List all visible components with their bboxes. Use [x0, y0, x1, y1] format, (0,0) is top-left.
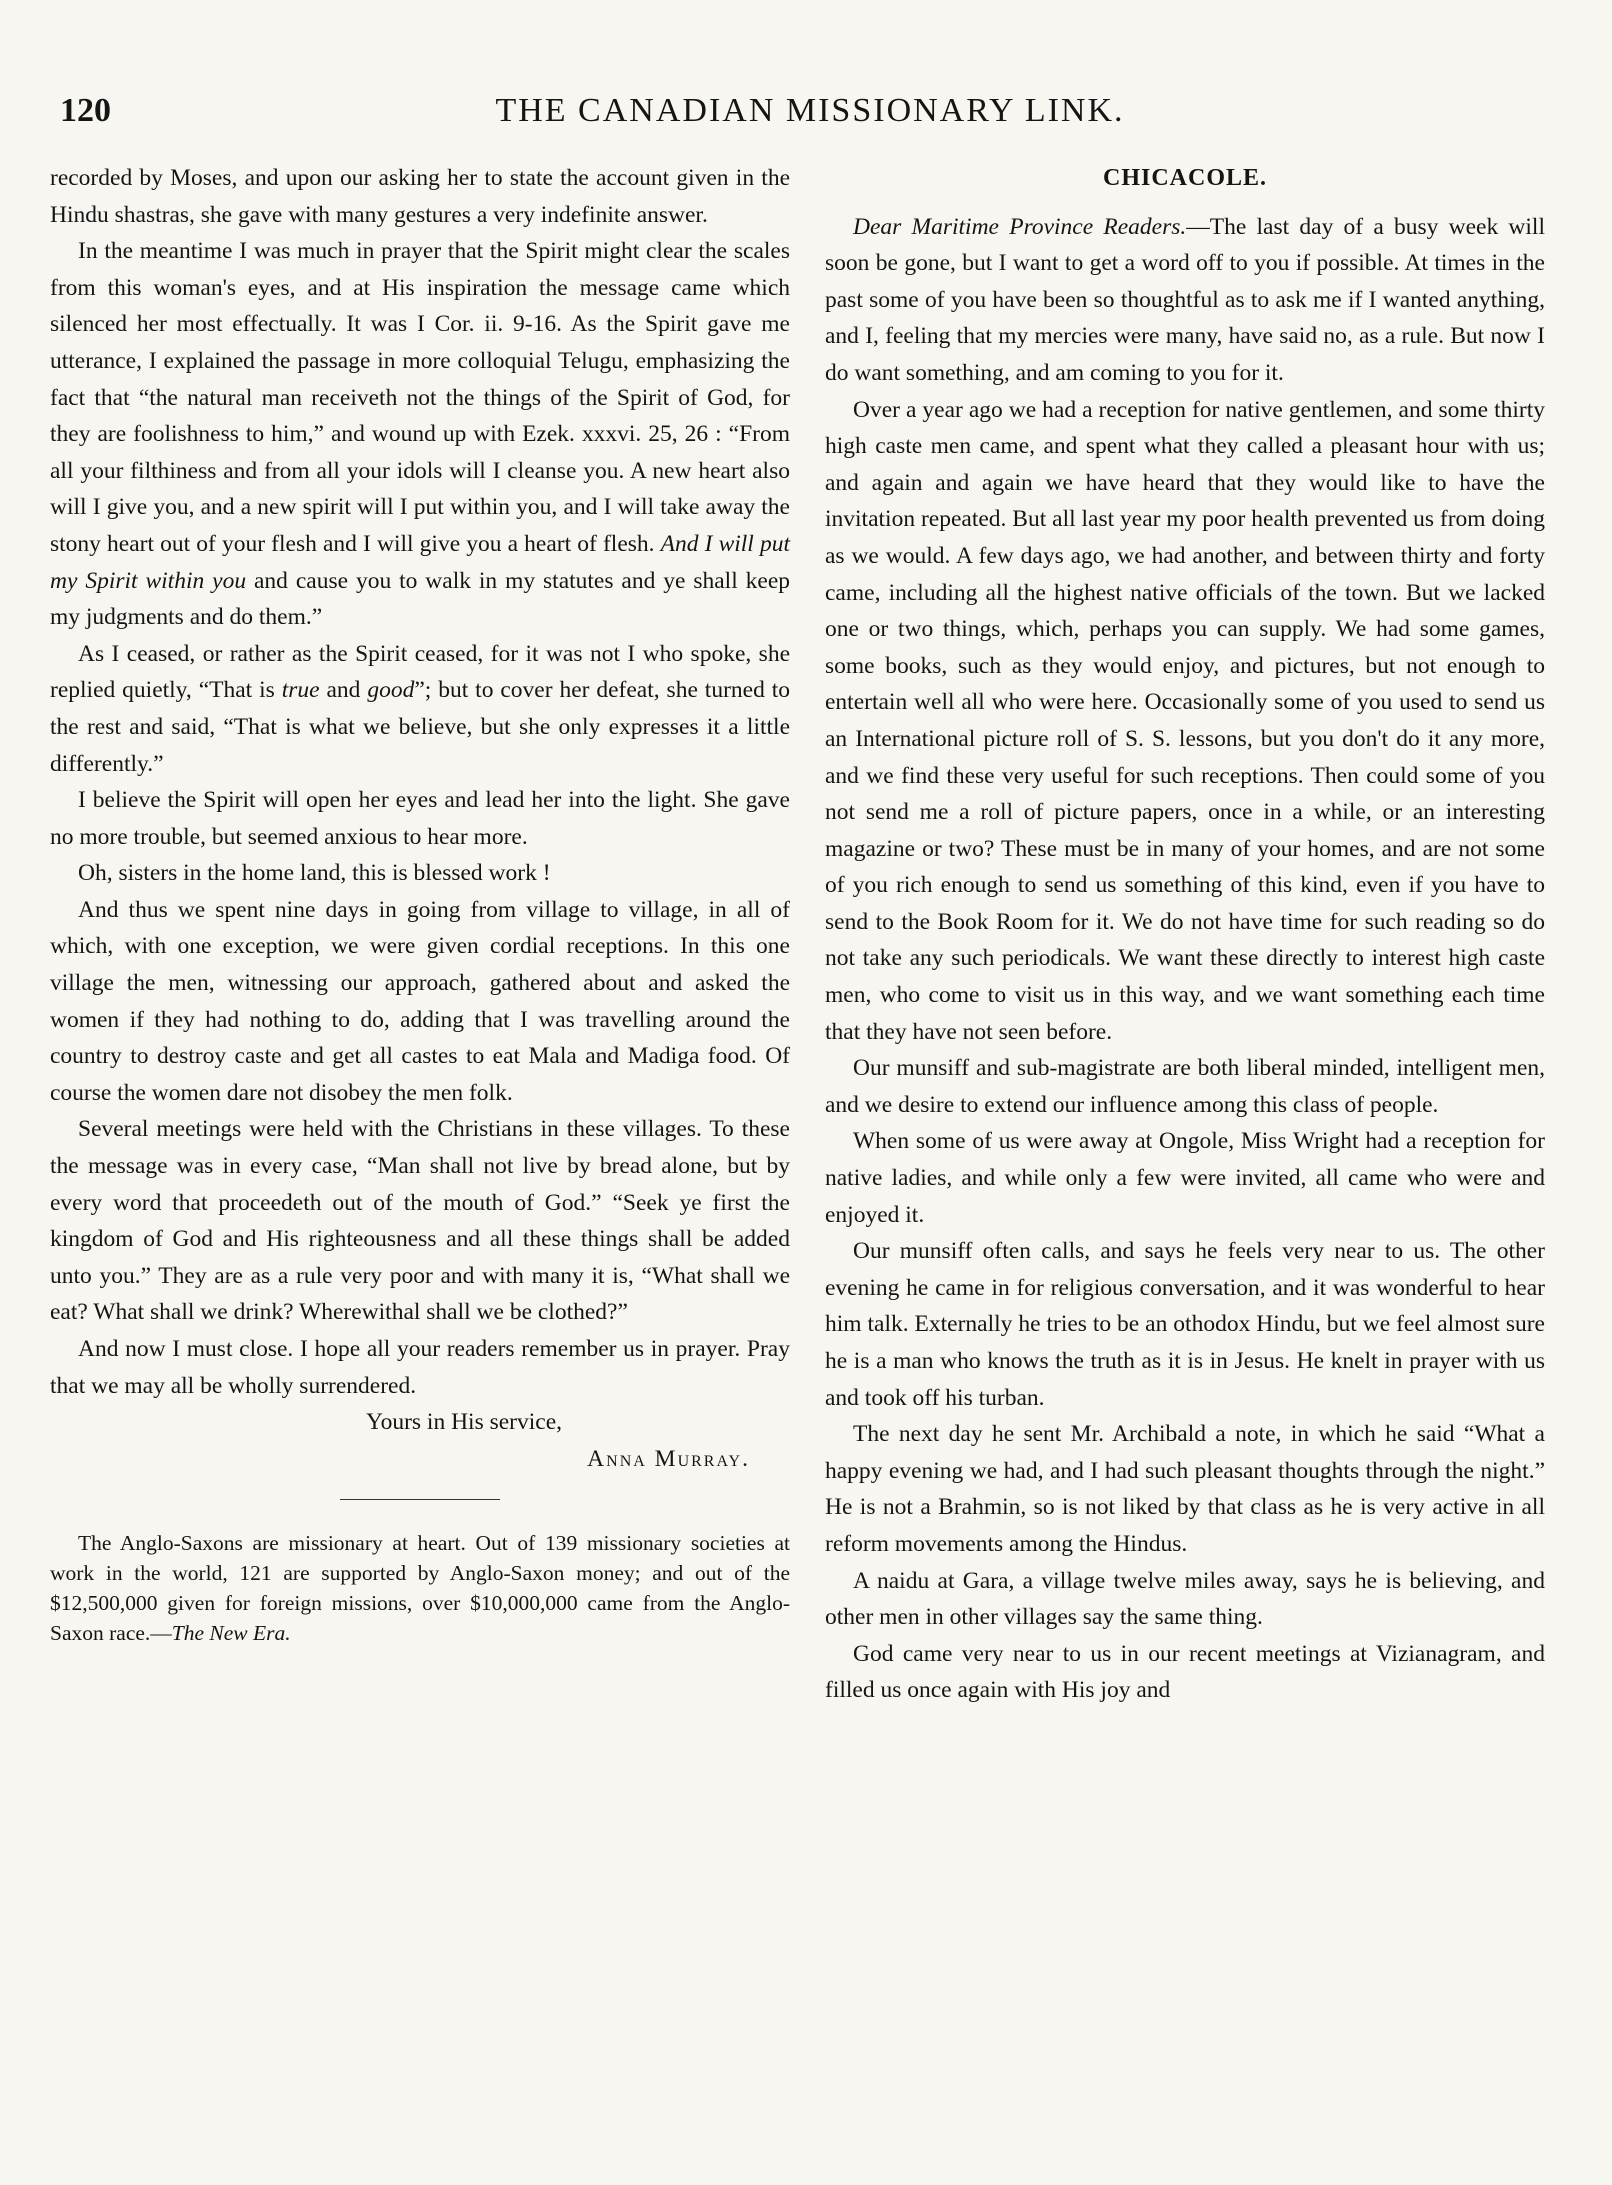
signature: Anna Murray.	[587, 1445, 750, 1472]
paragraph: Several meetings were held with the Christians in these villages. To these the message was in every case, “Man shall not live by bread alone, but by every word that proceedeth out of the mouth of God.” “Seek ye first the kingdom of God and His righteousness and all these things shall be added unto you.” They are as a rule very poor and with many it is, “What shall we eat? What shall we drink? Wherewithal shall we be clothed?”	[50, 1116, 790, 1326]
paragraph	[50, 636, 790, 782]
note-source: The New Era.	[171, 1621, 291, 1646]
italic-text: true	[281, 677, 320, 704]
paragraph: recorded by Moses, and upon our asking her to state the account given in the Hindu shastras, she gave with many gestures a very indefinite answer.	[50, 165, 790, 228]
paragraph-text: and	[326, 677, 361, 704]
paragraph: Our munsiff and sub-magistrate are both liberal minded, intelligent men, and we desire to extend our influence among this class of people.	[825, 1055, 1545, 1118]
note-text: The Anglo-Saxons are missionary at heart. Out of 139 missionary societies at work in the world, 121 are supported by Anglo-Saxon money; and out of the $12,500,000 given for foreign missions, over $10,000,000 came from the Anglo-Saxon race.—	[50, 1531, 790, 1646]
paragraph-text: In the meantime I was much in prayer that the Spirit might clear the scales from this woman's eyes, and at His inspiration the message came which silenced her most effectually. It was I Cor. ii. 9-16. As the Spirit gave me utterance, I explained the passage in more colloquial Telugu, emphasizing the fact that “the natural man receiveth not the things of the Spirit of God, for they are foolishness to him,” and wound up with Ezek. xxxvi. 25, 26 : “From all your filthiness and from all your idols will I cleanse you. A new heart also will I give you, and a new spirit will I put within you, and I will take away the stony heart out of your flesh and I will give you a heart of flesh.	[50, 238, 790, 557]
right-column	[825, 160, 1545, 2145]
section-heading: CHICACOLE.	[1102, 165, 1268, 191]
closing-phrase: Yours in His service,	[365, 1409, 563, 1436]
salutation: Dear Maritime Province Readers.	[853, 213, 1187, 240]
paragraph: Our munsiff often calls, and says he feels very near to us. The other evening he came in for religious conversation, and it was wonderful to hear him talk. Externally he tries to be an othodox Hindu, but we feel almost sure he is a man who knows the truth as it is in Jesus. He knelt in prayer with us and took off his turban.	[825, 1238, 1545, 1411]
paragraph-text: —The last day of a busy week will soon be gone, but I want to get a word off to you if possible. At times in the past some of you have been so thoughtful as to ask me if I wanted anything, and I, feeling that my mercies were many, have said no, as a rule. But now I do want something, and am coming to you for it.	[825, 213, 1545, 386]
italic-text: And I will put my Spirit within you	[50, 530, 790, 594]
paragraph	[50, 233, 790, 636]
page-number: 120	[60, 92, 111, 129]
paragraph: And now I must close. I hope all your readers remember us in prayer. Pray that we may all be wholly surrendered.	[50, 1336, 790, 1399]
italic-text: good	[367, 677, 415, 704]
paragraph: The next day he sent Mr. Archibald a note, in which he said “What a happy evening we had, and I had such pleasant thoughts through the night.” He is not a Brahmin, so is not liked by that class as he is very active in all reform movements among the Hindus.	[825, 1421, 1545, 1557]
left-column	[50, 160, 790, 2145]
note-paragraph	[50, 1528, 790, 1648]
paragraph: When some of us were away at Ongole, Miss Wright had a reception for native ladies, and while only a few were invited, all came who were and enjoyed it.	[825, 1128, 1545, 1228]
paragraph-text: and cause you to walk in my statutes and ye shall keep my judgments and do them.”	[50, 567, 791, 631]
paragraph-text: As I ceased, or rather as the Spirit ceased, for it was not I who spoke, she replied quietly, “That is	[50, 640, 790, 704]
page-header	[40, 92, 1580, 148]
paragraph: God came very near to us in our recent meetings at Vizianagram, and filled us once again with His joy and	[825, 1640, 1545, 1704]
paragraph-text: ”; but to cover her defeat, she turned to the rest and said, “That is what we believe, but she only expresses it a little differently.”	[50, 677, 791, 777]
paragraph: And thus we spent nine days in going from village to village, in all of which, with one exception, we were given cordial receptions. In this one village the men, witnessing our approach, gathered about and asked the women if they had nothing to do, adding that I was travelling around the country to destroy caste and get all castes to eat Mala and Madiga food. Of course the women dare not disobey the men folk.	[50, 896, 790, 1106]
divider-rule	[340, 1499, 500, 1500]
paragraph	[825, 209, 1545, 392]
paragraph: Over a year ago we had a reception for native gentlemen, and some thirty high caste men came, and spent what they called a pleasant hour with us; and again and again we have heard that they would like to have the invitation repeated. But all last year my poor health prevented us from doing as we would. A few days ago, we had another, and between thirty and forty came, including all the highest native officials of the town. But we lacked one or two things, which, perhaps you can supply. We had some games, some books, such as they would enjoy, and pictures, but not enough to entertain well all who were here. Occasionally some of you used to send us an International picture roll of S. S. lessons, but you don't do it any more, and we find these very useful for such receptions. Then could some of you not send me a roll of picture papers, once in a while, or an interesting magazine or two? These must be in many of your homes, and are not some of you rich enough to send us something of this kind, even if you have to send to the Book Room for it. We do not have time for such reading so do not take any such periodicals. We want these directly to interest high caste men, who come to visit us in this way, and we want something each time that they have not seen before.	[825, 396, 1545, 1045]
journal-title: THE CANADIAN MISSIONARY LINK.	[495, 92, 1125, 129]
paragraph: I believe the Spirit will open her eyes and lead her into the light. She gave no more trouble, but seemed anxious to hear more.	[50, 787, 790, 850]
paragraph: Oh, sisters in the home land, this is blessed work !	[78, 860, 551, 887]
paragraph: A naidu at Gara, a village twelve miles away, says he is believing, and other men in other villages say the same thing.	[825, 1567, 1545, 1631]
